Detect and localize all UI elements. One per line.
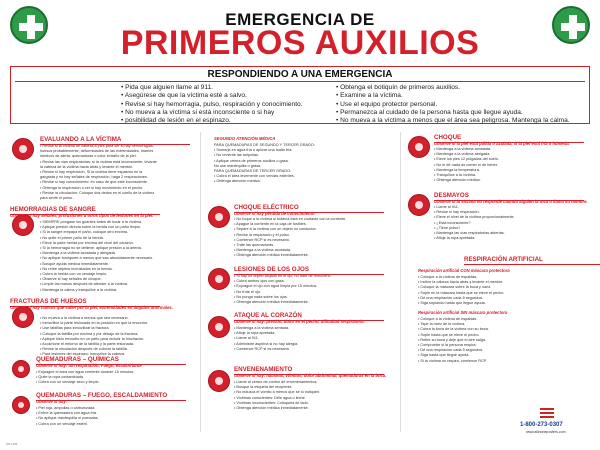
list-item: • Revise si hay hemorragia, pulso, respiración y conocimiento. xyxy=(121,101,331,109)
section-line: • Obtenga atención médica. xyxy=(214,179,261,184)
section-line: • Comience RCP si es necesario. xyxy=(234,237,290,242)
section-line: • Apague la corriente en la caja de fusibles. xyxy=(234,222,307,227)
section-line: • Coloque a la víctima de espaldas. xyxy=(418,317,478,321)
section-line: • Revise si hay conocimiento: en caso de que esté inconsciente. xyxy=(40,180,148,185)
section-line: • Víctimas conscientes: Déle agua o leche. xyxy=(234,395,306,400)
section-line: • No reviente las ampollas. xyxy=(214,153,260,158)
section-line: • Aplique crema de primeros auxilios o gasa. xyxy=(214,158,289,163)
section-line: • Si hay un objeto alojado en el ojo, no trate de removerlo. xyxy=(234,274,332,278)
desmayos-title: DESMAYOS xyxy=(434,192,469,199)
section-line: • Si la sangre empapa el paño, coloque otro encima. xyxy=(40,230,129,235)
section-line: • No aplique mantequilla ni pomadas. xyxy=(36,416,99,421)
section-line: • Mantenga la temperatura. xyxy=(434,167,480,172)
section-line: • Mantenga a la víctima acostada. xyxy=(234,248,292,253)
section-line: para sentir el pulso. xyxy=(40,196,74,200)
section-line: • Obtenga atención médica inmediatamente. xyxy=(234,406,309,410)
section-subtitle: Observe si hay: xyxy=(36,399,68,404)
section-line: • Cubra con un vendaje seco y limpio. xyxy=(36,380,100,385)
section-line: • Coloque la tablilla por encima y por debajo de la fractura. xyxy=(40,331,139,336)
section-subtitle: Observe si hay: náuseas, vómitos, dolor abdominal, quemaduras en la boca. xyxy=(234,373,387,378)
section-line: • Eleve el nivel de la víctima proporcionalmente. xyxy=(434,215,515,220)
ojos-title: LESIONES DE LOS OJOS xyxy=(234,266,309,273)
section-line: • No quite el primer paño de la herida. xyxy=(40,235,104,240)
section-line: • Coloque a la víctima de espaldas. xyxy=(418,275,478,279)
section-line: • Compruebe si la persona respira. xyxy=(418,343,477,347)
section-line: • No mueva a la víctima a menos que sea necesario. xyxy=(40,316,129,320)
section-line: • Revise si hay respiración. Si la víctima tiene espasmo en la xyxy=(40,170,143,174)
poster-title-line1: EMERGENCIA DE xyxy=(225,10,375,29)
section-line: • Llame al 911. xyxy=(234,336,259,341)
section-line: • Mantenga la calma y tranquilice a la víctima. xyxy=(40,287,118,292)
emergency-title: RESPONDIENDO A UNA EMERGENCIA xyxy=(207,69,393,80)
section-line: • Tape la nariz de la víctima. xyxy=(418,322,466,327)
section-line: • Cubra ambos ojos con gasa. xyxy=(234,279,285,284)
list-item: • Asegúrese de que la víctima esté a salvo. xyxy=(121,92,331,100)
list-item: • Use el equipo protector personal. xyxy=(336,101,586,109)
section-subtitle: Observe si la víctima no responde cuando alguien la toca o llama su nombre. xyxy=(434,199,588,204)
list-item: • posibilidad de lesión en el espinazo. xyxy=(121,117,331,125)
section-line: • No aplique torniquete a menos que sea absolutamente necesario. xyxy=(40,256,154,261)
section-subtitle: Observe si hay: Sin respiración, Fuego, escalofriante xyxy=(36,363,142,368)
section-line: • Enjuague el ojo con agua limpia por 15 minutos. xyxy=(234,284,318,289)
emergency-box xyxy=(10,66,590,124)
section-line: • Revise la respiración y el pulso. xyxy=(234,232,290,237)
section-line: • Cubra con un vendaje estéril. xyxy=(36,421,88,426)
section-line: • Afloje la ropa apretada. xyxy=(434,236,476,241)
section-line: • Retire su boca y deje que el aire salga. xyxy=(418,337,487,342)
publisher-logo xyxy=(516,408,582,438)
emergency-divider xyxy=(15,81,585,82)
section-line: la cabeza de la víctima hacia atrás y levante el mentón. xyxy=(40,164,134,169)
section-subtitle: Respiración artificial CON máscara protectora xyxy=(418,268,510,273)
section-line: • Dé una respiración cada 5 segundos. xyxy=(418,295,484,300)
section-line: • Comience RCP si es necesario. xyxy=(234,346,290,351)
section-line: • ¿Está inconsciente? xyxy=(434,220,471,225)
section-line: • Revise las vías respiratorias: sí la víctima está inconsciente, levante xyxy=(40,159,157,164)
section-line: • Mantenga las vías respiratorias abiertas. xyxy=(434,231,505,235)
section-line: • Siga hasta que llegue ayuda. xyxy=(418,353,470,358)
quimicas-icon xyxy=(12,360,30,378)
section-line: • Trate las quemaduras. xyxy=(234,243,275,247)
section-line: • Cubra el área levemente con vendas estériles. xyxy=(214,174,295,179)
emergency-list-right xyxy=(336,84,586,125)
section-line: • No frote el ojo. xyxy=(234,289,262,294)
column-divider xyxy=(400,132,401,432)
section-line: • Quite la ropa contaminada. xyxy=(36,375,84,380)
section-line: • Llame al 911. xyxy=(434,205,459,209)
section-line: • Tranquilice a la víctima. xyxy=(434,173,477,177)
section-line: • Aplique hielo envuelto en un paño para reducir la hinchazón. xyxy=(40,336,145,341)
desmayos-icon xyxy=(408,194,430,216)
list-item: • No mueva a la víctima a menos que el área sea peligrosa. Mantenga la calma. xyxy=(336,117,586,125)
section-line: PARA QUEMADURAS DE SEGUNDO Y TERCER GRADO: xyxy=(214,143,315,147)
evaluando-title: EVALUANDO A LA VÍCTIMA xyxy=(40,136,122,143)
section-line: • Obtenga atención médica. xyxy=(434,178,481,183)
column-divider xyxy=(200,132,201,432)
section-line: PARA QUEMADURAS DE TERCER GRADO: xyxy=(214,169,292,173)
section-line: • Afloje la ropa apretada. xyxy=(234,331,276,336)
section-line: • No toque a la víctima si todavía está en contacto con la corriente. xyxy=(234,217,347,221)
section-line: • Llame al centro de control de envenenamientos. xyxy=(234,380,318,384)
poster-title-line2: PRIMEROS AUXILIOS xyxy=(120,24,480,62)
emergency-list-left xyxy=(121,84,331,125)
section-line: • No ponga nada sobre los ojos. xyxy=(234,294,288,299)
section-subtitle: Respiración artificial SIN máscara protectora xyxy=(418,310,508,315)
section-line: • Enfríe la quemadura con agua fría. xyxy=(36,411,98,416)
section-line: • Acolchone el entorno de la tablilla y la parte lesionada. xyxy=(40,342,134,346)
section-line: • Obtenga atención médica inmediatamente. xyxy=(234,300,309,304)
section-line: • Si la víctima no respira, comience RCP. xyxy=(418,358,487,363)
section-line: • Cubra la boca de la víctima con su boca. xyxy=(418,327,489,332)
section-line: • Mantenga a la víctima abrigada. xyxy=(434,152,491,157)
section-line: • Incline la cabeza hacia atrás y levante el mentón. xyxy=(418,280,504,285)
section-line: • Limpie las manos después de atender a la víctima. xyxy=(40,282,128,287)
list-item: • Permanezca al cuidado de la persona hasta que llegue ayuda. xyxy=(336,109,586,117)
section-line: • Eleve los pies 12 pulgadas del suelo. xyxy=(434,157,499,162)
section-line: • Sople en la máscara hasta que se eleve el pecho. xyxy=(418,290,505,295)
section-underline xyxy=(464,264,600,265)
choque-title: CHOQUE xyxy=(434,134,462,141)
section-line: • Obtenga la respiración o ver si hay movimiento en el pecho. xyxy=(40,185,144,190)
section-line: • Si la hemorragia no se detiene, aplique presión a la arteria. xyxy=(40,246,142,250)
section-line: • Separe a la víctima con un objeto no conductor. xyxy=(234,227,317,232)
envenenamiento-title: ENVENENAMIENTO xyxy=(234,366,293,373)
section-subtitle: Observe si hay pérdida de conocimiento xyxy=(234,211,315,216)
section-line: • No retire objetos incrustados en la herida. xyxy=(40,266,113,271)
publisher-website: www.allinoneposters.com xyxy=(526,430,566,434)
fuego-icon xyxy=(12,396,30,414)
section-line: • Inmovilice la parte lesionada en la posición en que la encontró. xyxy=(40,321,149,326)
list-item: • Obtenga el botiquín de primeros auxilios. xyxy=(336,84,586,92)
section-line: huesos probablemente, deformidades de las extremidades, tirantes xyxy=(40,149,154,154)
choque-electrico-title: CHOQUE ELÉCTRICO xyxy=(234,204,299,211)
respiracion-title: RESPIRACIÓN ARTIFICIAL xyxy=(464,256,543,263)
corazon-icon xyxy=(208,316,230,338)
section-line: • Coloque la máscara sobre la boca y nariz. xyxy=(418,285,492,290)
section-subtitle: Observe si hay: presión, dolor en el pecho, dificultad respiratoria. xyxy=(234,319,365,324)
section-subtitle: SEGUNDO ATENCIÓN MÉDICA xyxy=(214,136,276,141)
section-line: • Observe si hay señales de choque. xyxy=(40,277,102,282)
section-line: • Revise la circulación después de colocar la tablilla. xyxy=(40,347,128,352)
section-line: • Revise la circulación: Coloque dos dedos en el cuello de la víctima xyxy=(40,190,155,195)
section-line: • Aplique presión directa sobre la herida con un paño limpio. xyxy=(40,225,141,230)
section-line: • Para lesiones del espinazo: Inmovilice la cabeza. xyxy=(40,352,126,357)
hemorragias-title: HEMORRAGIAS DE SANGRE xyxy=(10,206,96,213)
section-line: • Mantenga a la víctima acostada y abrigada. xyxy=(40,251,116,256)
section-line: • Mantenga a la víctima sentada. xyxy=(234,326,290,330)
section-line: • Siga soplando hasta que llegue ayuda. xyxy=(418,301,486,305)
fuego-title: QUEMADURAS – FUEGO, ESCALDAMIENTO xyxy=(36,392,168,399)
choque-icon xyxy=(408,136,430,158)
section-line: • Use tablillas para inmovilizar la fractura. xyxy=(40,326,110,331)
section-subtitle: Observe si hay señales, profusiones u otros tipos de lesiones en la piel. xyxy=(10,213,154,218)
section-line: • No induzca el vómito a menos que se lo indiquen. xyxy=(234,390,321,395)
section-line: • Dé una respiración cada 5 segundos. xyxy=(418,348,484,353)
section-line: • Sumerja en agua fría o aplicar una toalla fría. xyxy=(214,148,293,153)
section-line: • SIEMPRE póngase los guantes antes de tocar a la víctima. xyxy=(40,220,143,224)
section-line: • Eleve la parte herida por encima del nivel del corazón. xyxy=(40,240,134,245)
envenenamiento-icon xyxy=(208,370,230,392)
section-line: • ¿Tiene pulso? xyxy=(434,225,461,230)
section-subtitle: Observe si la piel está pálida o azulada, si la piel está fría o húmeda. xyxy=(434,141,570,146)
publisher-phone: 1-800-273-0307 xyxy=(520,422,563,428)
section-line: • Sople hasta que se eleve el pecho. xyxy=(418,332,480,337)
quimicas-title: QUEMADURAS – QUÍMICAS xyxy=(36,356,119,363)
section-line: • No le dé nada de comer ni de beber. xyxy=(434,162,498,167)
section-line: • Busque ayuda médica inmediatamente. xyxy=(40,261,110,266)
poster-code: SP-1193 xyxy=(6,442,18,446)
section-line: • Obtenga atención médica inmediatamente. xyxy=(234,253,309,258)
list-item: • No mueva a la víctima si está inconsciente o si hay xyxy=(121,109,331,117)
section-line: • Revise si la víctima de cabeza a pies para ver si hay hemorragias, xyxy=(40,144,154,148)
section-line: • Revise si hay respiración. xyxy=(434,210,480,215)
section-line: • Mantenga a la víctima acostada. xyxy=(434,147,492,151)
section-line: • Cubra la herida con un vendaje limpio. xyxy=(40,272,108,276)
section-line: garganta y no hay señales de respiración, haga 2 respiraciones. xyxy=(40,175,148,180)
list-item: • Examine a la víctima. xyxy=(336,92,586,100)
fracturas-title: FRACTURAS DE HUESOS xyxy=(10,298,87,305)
section-line: • Víctimas inconscientes: Colóquela de lado. xyxy=(234,400,309,405)
section-line: médicos de alerta, quemaduras o color extraño de la piel. xyxy=(40,154,137,159)
flag-icon xyxy=(540,408,554,418)
section-line: • Administre aspirina si no hay alergia. xyxy=(234,341,299,346)
corazon-title: ATAQUE AL CORAZÓN xyxy=(234,312,302,319)
list-item: • Pida que alguien llame al 911. xyxy=(121,84,331,92)
section-line: No use mantequilla o grasa. xyxy=(214,163,262,168)
choque-electrico-icon xyxy=(208,206,230,228)
section-line: • Busque la etiqueta del recipiente. xyxy=(234,385,293,390)
section-line: • Enjuague el área con agua corriente durante 15 minutos. xyxy=(36,370,135,374)
section-line: • Piel roja, ampollas o carbonizada. xyxy=(36,406,96,410)
ojos-icon xyxy=(208,268,230,290)
section-subtitle: Observe si hay huesos que salen por la piel, extremidades en ángulos anormales. xyxy=(10,305,173,310)
evaluando-icon xyxy=(12,138,34,160)
